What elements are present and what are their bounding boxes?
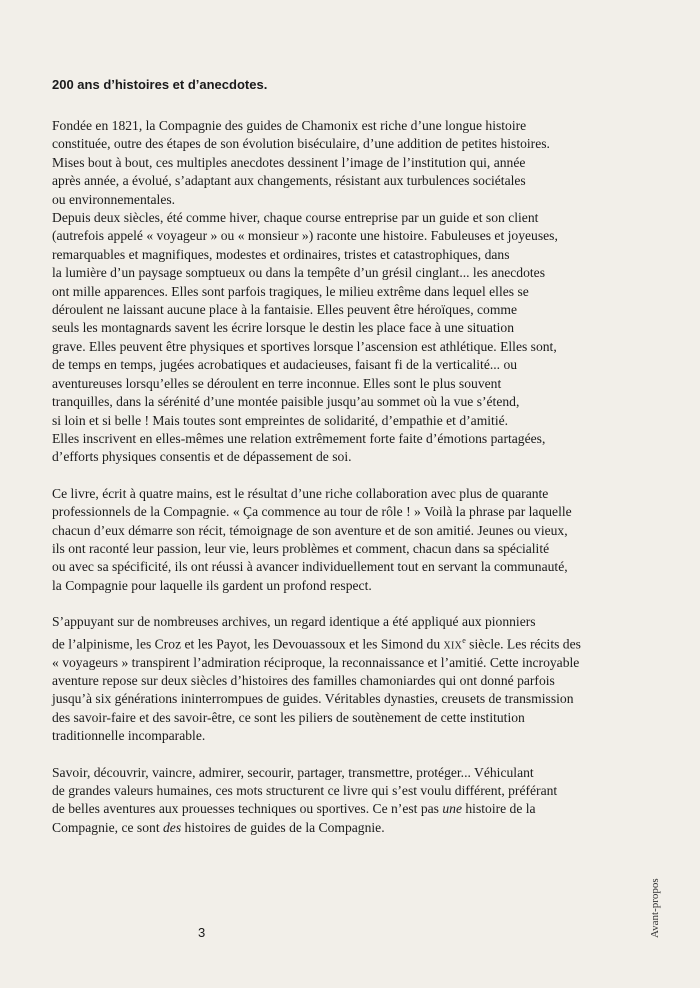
paragraph-1-line: Depuis deux siècles, été comme hiver, chaque course entreprise par un guide et son client xyxy=(52,210,539,226)
paragraph-3-line-1: S’appuyant sur de nombreuses archives, un regard identique a été appliqué aux pionniers xyxy=(52,614,536,630)
section-heading: 200 ans d’histoires et d’anecdotes. xyxy=(52,77,268,92)
paragraph-4 xyxy=(52,764,650,838)
paragraph-1-line: de temps en temps, jugées acrobatiques et audacieuses, faisant fi de la verticalité... ou xyxy=(52,357,518,373)
paragraph-1-line: remarquables et magnifiques, modestes et ordinaires, tristes et catastrophiques, dans xyxy=(52,246,510,262)
paragraph-4-line-4: Compagnie, ce sont des histoires de guides de la Compagnie. xyxy=(52,819,385,835)
section-label: Avant-propos xyxy=(649,878,661,938)
paragraph-1-line: Elles inscrivent en elles-mêmes une relation extrêmement forte faite d’émotions partagées, xyxy=(52,430,546,446)
paragraph-3-line-2: de l’alpinisme, les Croz et les Payot, les Devouassoux et les Simond du xix$^e$ siècle. Les récits des xyxy=(52,635,581,652)
paragraph-3 xyxy=(52,613,650,745)
paragraph-3-line: des savoir-faire et des savoir-être, ce sont les piliers de soutènement de cette institution xyxy=(52,709,525,725)
paragraph-1-line: d’efforts physiques consentis et de dépassement de soi. xyxy=(52,449,352,465)
paragraph-1-line: grave. Elles peuvent être physiques et sportives lorsque l’ascension est athlétique. Elles sont, xyxy=(52,338,557,354)
paragraph-2-line: la Compagnie pour laquelle ils gardent un profond respect. xyxy=(52,577,372,593)
paragraph-3-line: aventure repose sur deux siècles d’histoires des familles chamoniardes qui ont donné parfois xyxy=(52,672,555,688)
paragraph-1-line: Mises bout à bout, ces multiples anecdotes dessinent l’image de l’institution qui, année xyxy=(52,154,526,170)
paragraph-1-line: (autrefois appelé « voyageur » ou « monsieur ») raconte une histoire. Fabuleuses et joyeuses, xyxy=(52,228,558,244)
paragraph-1-line: déroulent ne laissant aucune place à la fantaisie. Elles peuvent être héroïques, comme xyxy=(52,302,518,318)
paragraph-2 xyxy=(52,485,650,595)
paragraph-1-line: après année, a évolué, s’adaptant aux changements, résistant aux turbulences sociétales xyxy=(52,173,526,189)
paragraph-1-line: la lumière d’un paysage somptueux ou dans la tempête d’un grésil cinglant... les anecdotes xyxy=(52,265,546,281)
paragraph-2-line: ou avec sa spécificité, ils ont réussi à avancer individuellement tout en servant la communauté, xyxy=(52,559,568,575)
paragraph-1-line: constituée, outre des étapes de son évolution biséculaire, d’une addition de petites histoires. xyxy=(52,136,550,152)
paragraph-1 xyxy=(52,117,650,467)
emphasis-une: une xyxy=(442,801,462,817)
page-number: 3 xyxy=(198,925,206,940)
paragraph-1-line: seuls les montagnards savent les écrire lorsque le destin les place face à une situation xyxy=(52,320,515,336)
paragraph-2-line: ils ont raconté leur passion, leur vie, leurs problèmes et comment, chacun dans sa spécialité xyxy=(52,540,550,556)
paragraph-1-line: ou environnementales. xyxy=(52,191,176,207)
paragraph-2-line: chacun d’eux démarre son récit, témoignage de son aventure et de son amitié. Jeunes ou vieux, xyxy=(52,522,568,538)
paragraph-4-line-3: de belles aventures aux prouesses techniques ou sportives. Ce n’est pas une histoire de la xyxy=(52,801,536,817)
page-content xyxy=(52,76,650,837)
paragraph-1-line: Fondée en 1821, la Compagnie des guides de Chamonix est riche d’une longue histoire xyxy=(52,118,527,133)
paragraph-4-line-2: de grandes valeurs humaines, ces mots structurent ce livre qui s’est voulu différent, préférant xyxy=(52,782,558,798)
century-numeral: xix xyxy=(443,636,463,652)
emphasis-des: des xyxy=(163,819,182,835)
paragraph-2-line: professionnels de la Compagnie. « Ça commence au tour de rôle ! » Voilà la phrase par laquelle xyxy=(52,504,572,520)
paragraph-2-line: Ce livre, écrit à quatre mains, est le résultat d’une riche collaboration avec plus de quarante xyxy=(52,485,549,501)
paragraph-1-line: si loin et si belle ! Mais toutes sont empreintes de solidarité, d’empathie et d’amitié. xyxy=(52,412,509,428)
paragraph-1-line: ont mille apparences. Elles sont parfois tragiques, le milieu extrême dans lequel elles se xyxy=(52,283,529,299)
paragraph-1-line: tranquilles, dans la sérénité d’une montée paisible jusqu’au sommet où la vue s’étend, xyxy=(52,394,520,410)
paragraph-3-line: traditionnelle incomparable. xyxy=(52,728,206,744)
paragraph-1-line: aventureuses lorsqu’elles se déroulent en terre inconnue. Elles sont le plus souvent xyxy=(52,375,502,391)
paragraph-3-line: jusqu’à six générations ininterrompues de guides. Véritables dynasties, creusets de transmission xyxy=(52,691,574,707)
paragraph-3-line: « voyageurs » transpirent l’admiration réciproque, la reconnaissance et l’amitié. Cette incroyable xyxy=(52,654,580,670)
paragraph-4-line-1: Savoir, découvrir, vaincre, admirer, secourir, partager, transmettre, protéger... Véhiculant xyxy=(52,764,534,780)
